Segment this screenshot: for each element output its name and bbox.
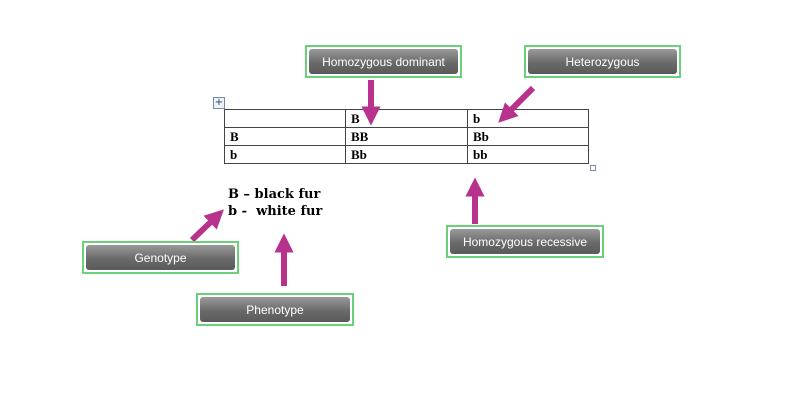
table-cell: B (346, 110, 468, 128)
table-cell: bb (468, 146, 589, 164)
callout-homozygous-recessive (446, 225, 604, 258)
legend-line-black-fur: B – black fur (228, 187, 321, 202)
callout-label: Homozygous dominant (309, 49, 458, 74)
table-cell: Bb (346, 146, 468, 164)
arrow-genotype (192, 216, 217, 240)
arrow-heterozygous (505, 88, 533, 116)
callout-genotype (82, 241, 239, 274)
callout-heterozygous (524, 45, 681, 78)
legend-line-white-fur: b - white fur (228, 204, 323, 219)
table-move-handle-icon[interactable]: + (214, 97, 224, 108)
table-cell: b (225, 146, 346, 164)
callout-label: Genotype (86, 245, 235, 270)
callout-phenotype (196, 293, 354, 326)
table-cell: b (468, 110, 589, 128)
table-cell: Bb (468, 128, 589, 146)
callout-label: Homozygous recessive (450, 229, 600, 254)
table-cell: B (225, 128, 346, 146)
callout-homozygous-dominant (305, 45, 462, 78)
callout-label: Heterozygous (528, 49, 677, 74)
table-cell: BB (346, 128, 468, 146)
callout-label: Phenotype (200, 297, 350, 322)
